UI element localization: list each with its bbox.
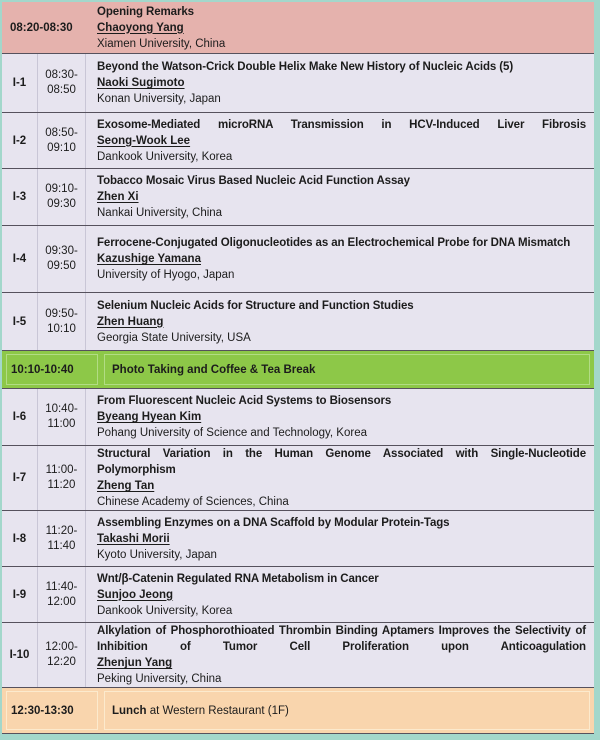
session-code: I-10 — [2, 623, 38, 687]
session-time: 09:30- 09:50 — [38, 226, 86, 292]
speaker-name: Kazushige Yamana — [97, 253, 201, 265]
session-row-i9 — [2, 567, 594, 623]
session-code: I-3 — [2, 169, 38, 225]
session-time: 10:40- 11:00 — [38, 389, 86, 445]
speaker-affiliation: Xiamen University, China — [97, 37, 226, 50]
session-code: I-6 — [2, 389, 38, 445]
session-time: 11:40- 12:00 — [38, 567, 86, 622]
speaker-name: Sunjoo Jeong — [97, 588, 174, 601]
speaker-affiliation: Nankai University, China — [97, 207, 223, 219]
session-row-i5 — [2, 293, 594, 351]
bottom-border-strip — [2, 734, 594, 740]
speaker-affiliation: Peking University, China — [97, 673, 222, 685]
opening-time: 08:20-08:30 — [10, 21, 73, 34]
speaker-affiliation: Dankook University, Korea — [97, 604, 233, 617]
talk-title: Opening Remarks — [97, 5, 194, 18]
opening-row — [2, 2, 594, 54]
session-row-i1 — [2, 54, 594, 113]
session-time: 12:00- 12:20 — [38, 623, 86, 687]
speaker-name: Byeang Hyean Kim — [97, 411, 202, 423]
talk-title: Alkylation of Phosphorothioated Thrombin Binding Aptamers Improves the Selectivity of Inhibition of Tumor Cell Proliferation upon Anticoagulation — [97, 625, 586, 653]
session-code: I-9 — [2, 567, 38, 622]
talk-title: Structural Variation in the Human Genome Associated with Single-Nucleotide Polymorphism — [97, 448, 586, 476]
session-code: I-2 — [2, 113, 38, 168]
session-row-i4 — [2, 226, 594, 293]
talk-title: Wnt/β-Catenin Regulated RNA Metabolism in Cancer — [97, 572, 379, 585]
lunch-time: 12:30-13:30 — [6, 691, 98, 730]
session-time: 08:50- 09:10 — [38, 113, 86, 168]
session-row-i8 — [2, 511, 594, 567]
talk-title: Ferrocene-Conjugated Oligonucleotides as an Electrochemical Probe for DNA Mismatch — [97, 237, 571, 249]
session-code: I-7 — [2, 446, 38, 510]
talk-title: Selenium Nucleic Acids for Structure and Function Studies — [97, 299, 414, 312]
speaker-name: Naoki Sugimoto — [97, 77, 185, 89]
speaker-name: Zhen Xi — [97, 191, 139, 203]
session-row-i6 — [2, 389, 594, 446]
talk-title: Tobacco Mosaic Virus Based Nucleic Acid Function Assay — [97, 175, 410, 187]
speaker-affiliation: Konan University, Japan — [97, 93, 221, 105]
speaker-affiliation: Georgia State University, USA — [97, 331, 251, 344]
lunch-row — [2, 688, 594, 734]
session-time: 09:50- 10:10 — [38, 293, 86, 350]
lunch-label-bold: Lunch — [112, 704, 147, 717]
break-label: Photo Taking and Coffee & Tea Break — [112, 363, 316, 376]
talk-title: Exosome-Mediated microRNA Transmission in HCV-Induced Liver Fibrosis — [97, 118, 586, 131]
session-code: I-1 — [2, 54, 38, 112]
speaker-name: Chaoyong Yang — [97, 21, 184, 34]
opening-content — [97, 2, 594, 53]
lunch-label — [104, 691, 590, 730]
speaker-affiliation: Kyoto University, Japan — [97, 548, 217, 561]
break-time: 10:10-10:40 — [6, 354, 98, 385]
session-code: I-5 — [2, 293, 38, 350]
lunch-label-rest: at Western Restaurant (1F) — [146, 704, 289, 717]
session-time: 09:10- 09:30 — [38, 169, 86, 225]
session-time: 08:30- 08:50 — [38, 54, 86, 112]
speaker-name: Zheng Tan — [97, 480, 155, 492]
speaker-affiliation: Pohang University of Science and Technology, Korea — [97, 427, 367, 439]
session-row-i10 — [2, 623, 594, 688]
speaker-affiliation: Dankook University, Korea — [97, 150, 233, 163]
speaker-name: Takashi Morii — [97, 532, 170, 545]
session-time: 11:00- 11:20 — [38, 446, 86, 510]
speaker-affiliation: University of Hyogo, Japan — [97, 269, 235, 281]
speaker-name: Zhenjun Yang — [97, 657, 173, 669]
speaker-name: Seong-Wook Lee — [97, 134, 191, 147]
talk-title: From Fluorescent Nucleic Acid Systems to Biosensors — [97, 395, 392, 407]
talk-title: Beyond the Watson-Crick Double Helix Make New History of Nucleic Acids (5) — [97, 61, 514, 73]
session-row-i7 — [2, 446, 594, 511]
session-code: I-4 — [2, 226, 38, 292]
talk-title: Assembling Enzymes on a DNA Scaffold by Modular Protein-Tags — [97, 516, 450, 529]
session-code: I-8 — [2, 511, 38, 566]
speaker-name: Zhen Huang — [97, 315, 164, 328]
session-row-i2 — [2, 113, 594, 169]
break-row — [2, 351, 594, 389]
speaker-affiliation: Chinese Academy of Sciences, China — [97, 496, 289, 508]
session-row-i3 — [2, 169, 594, 226]
session-time: 11:20- 11:40 — [38, 511, 86, 566]
